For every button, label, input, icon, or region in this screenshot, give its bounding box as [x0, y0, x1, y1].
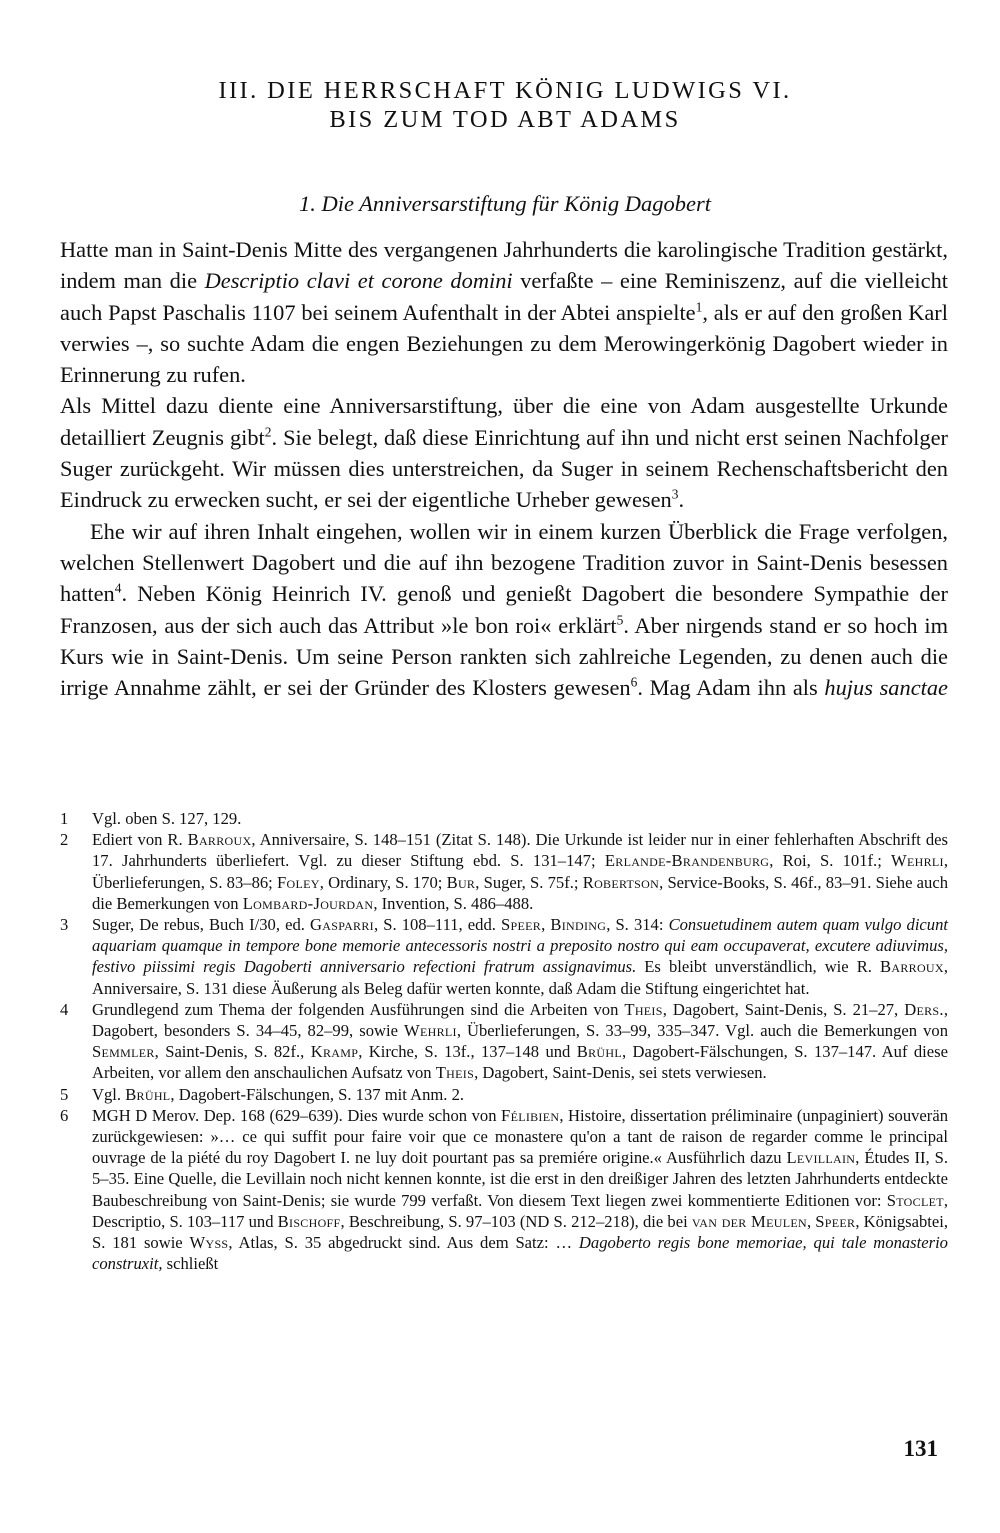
- footnote-text: Ediert von R. Barroux, Anniversaire, S. 148–151 (Zitat S. 148). Die Urkunde ist leider nur in einer fehlerhaften Abschrift des 17. Jahrhunderts überliefert. Vgl. zu dieser Stiftung ebd. S. 131–147; Erlande-Brandenburg, Roi, S. 101f.; Wehrli, Überlieferungen, S. 83–86; Foley, Ordinary, S. 170; Bur, Suger, S. 75f.; Robertson, Service-Books, S. 46f., 83–91. Siehe auch die Bemerkungen von Lombard-Jourdan, Invention, S. 486–488.: [92, 830, 948, 913]
- author-name: Gasparri: [310, 915, 374, 935]
- author-name: Robertson: [582, 872, 660, 892]
- author-name: Wehrli: [891, 851, 944, 871]
- author-name: Erlande-Brandenburg: [604, 851, 770, 871]
- footnote-text: MGH D Merov. Dep. 168 (629–639). Dies wurde schon von Félibien, Histoire, dissertation préliminaire (unpaginiert) souverän zurückgewiesen: »… ce qui suffit pour faire voir que ce monastere qu'on a tant de raison de regarder comme le principal ouvrage de la piété du roy Dagobert I. ne luy doit pourtant pas sa premiére origine.« Ausführlich dazu Levillain, Études II, S. 5–35. Eine Quelle, die Levillain noch nicht kennen konnte, ist die erst in den dreißiger Jahren des letzten Jahrhunderts entdeckte Baubeschreibung von Saint-Denis; sie wurde 799 verfaßt. Von diesem Text liegen zwei kommentierte Editionen vor: Stoclet, Descriptio, S. 103–117 und Bischoff, Beschreibung, S. 97–103 (ND S. 212–218), die bei van der Meulen, Speer, Königsabtei, S. 181 sowie Wyss, Atlas, S. 35 abgedruckt sind. Aus dem Satz: … Dagoberto regis bone memoriae, qui tale monasterio construxit, schließt: [92, 1105, 949, 1274]
- footnote-ref: 1: [695, 299, 703, 315]
- latin-quotation: Dagoberto regis bone memoriae, qui tale monasterio construxit,: [92, 1233, 948, 1274]
- author-name: Barroux: [187, 830, 252, 850]
- text-run: . Sie belegt, daß diese Einrichtung auf ihn und nicht erst seinen Nachfolger Suger zurückgeht. Wir müssen dies unterstreichen, da Suger in seinem Rechenschaftsbericht den Eindruck zu erwecken sucht, er sei der eigentliche Urheber gewesen: [60, 424, 948, 513]
- footnote-ref: 4: [114, 580, 122, 596]
- footnote-number: 5: [60, 1084, 69, 1104]
- paragraph: [60, 234, 948, 390]
- text-run: . Mag Adam ihn als: [637, 675, 825, 701]
- text-run: , als er auf den großen Karl verwies –, so suchte Adam die engen Beziehungen zu dem Merowingerkönig Dagobert wieder in Erinnerung zu rufen.: [60, 299, 948, 388]
- footnote: [60, 1084, 948, 1105]
- text-run: Ehe wir auf ihren Inhalt eingehen, wollen wir in einem kurzen Überblick die Frage verfolgen, welchen Stellenwert Dagobert und die auf ihn bezogene Tradition zuvor in Saint-Denis besessen hatten: [60, 518, 948, 607]
- main-text: [60, 234, 948, 703]
- text-run: Hatte man in Saint-Denis Mitte des vergangenen Jahrhunderts die karolingische Tradition gestärkt, indem man die: [60, 237, 948, 294]
- footnote-number: 2: [60, 830, 69, 850]
- footnotes: [60, 808, 948, 1274]
- author-name: Levillain: [786, 1148, 856, 1168]
- footnote-number: 3: [60, 915, 69, 935]
- author-name: van der Meulen: [691, 1211, 807, 1231]
- author-name: Semmler: [92, 1042, 155, 1062]
- footnote-ref: 2: [264, 424, 272, 440]
- footnote-text: Vgl. oben S. 127, 129.: [92, 809, 242, 828]
- author-name: Theis: [624, 999, 663, 1019]
- author-name: Stoclet: [886, 1190, 944, 1210]
- footnote-ref: 5: [616, 612, 624, 628]
- page-number: 131: [903, 1436, 938, 1461]
- footnote: [60, 914, 948, 999]
- footnote-text: Grundlegend zum Thema der folgenden Ausführungen sind die Arbeiten von Theis, Dagobert, Saint-Denis, S. 21–27, Ders., Dagobert, besonders S. 34–45, 82–99, sowie Wehrli, Überlieferungen, S. 33–99, 335–347. Vgl. auch die Bemerkungen von Semmler, Saint-Denis, S. 82f., Kramp, Kirche, S. 13f., 137–148 und Brühl, Dagobert-Fälschungen, S. 137–147. Auf diese Arbeiten, vor allem den anschaulichen Aufsatz von Theis, Dagobert, Saint-Denis, sei stets verwiesen.: [92, 999, 948, 1083]
- author-name: Lombard-Jourdan: [242, 893, 374, 913]
- text-run: verfaßte – eine Reminiszenz, auf die vielleicht auch Papst Paschalis 1107 bei seinem Aufenthalt in der Abtei anspielte: [60, 268, 948, 325]
- footnote-number: 1: [60, 809, 69, 828]
- footnote: [60, 1105, 948, 1275]
- text-run: . Neben König Heinrich IV. genoß und genießt Dagobert die besondere Sympathie der Franzosen, aus der sich auch das Attribut »le bon roi« erklärt: [60, 581, 948, 638]
- text-run: Als Mittel dazu diente eine Anniversarstiftung, über die eine von Adam ausgestellte Urkunde detailliert Zeugnis gibt: [60, 393, 948, 450]
- author-name: Binding: [550, 915, 607, 935]
- author-name: Foley: [277, 872, 320, 892]
- italic-title: Descriptio clavi et corone domini: [204, 268, 513, 294]
- chapter-title-line-1: III. DIE HERRSCHAFT KÖNIG LUDWIGS VI.: [218, 77, 792, 104]
- author-name: Wehrli: [404, 1021, 457, 1041]
- author-name: Bischoff: [277, 1211, 341, 1231]
- author-name: Brühl: [125, 1084, 171, 1104]
- footnote: [60, 829, 948, 914]
- author-name: Félibien: [501, 1105, 560, 1125]
- italic-phrase: hujus sanctae: [824, 675, 948, 701]
- footnote-text: Suger, De rebus, Buch I/30, ed. Gasparri, S. 108–111, edd. Speer, Binding, S. 314: Consuetudinem autem quam vulgo dicunt aquariam quamque in tempore bone memorie antecessoris nostri a preposito nostro qui eam occupaverat, excutere adiuvimus, festivo piissimi regis Dagoberti anniversario refectioni fratrum assignavimus. Es bleibt unverständlich, wie R. Barroux, Anniversaire, S. 131 diese Äußerung als Beleg dafür werten konnte, daß Adam die Stiftung eingerichtet hat.: [92, 915, 948, 998]
- text-run: . Aber nirgends stand er so hoch im Kurs wie in Saint-Denis. Um seine Person rankten sich zahlreiche Legenden, zu denen auch die irrige Annahme zählt, er sei der Gründer des Klosters gewesen: [60, 612, 948, 701]
- author-name: Barroux: [880, 957, 944, 977]
- footnote: [60, 999, 948, 1084]
- footnote-text: Vgl. Brühl, Dagobert-Fälschungen, S. 137 mit Anm. 2.: [92, 1084, 465, 1104]
- author-name: Ders.: [904, 999, 944, 1019]
- author-name: Speer: [501, 915, 542, 935]
- paragraph: [60, 390, 948, 515]
- author-name: Speer: [815, 1211, 856, 1231]
- author-name: Theis: [435, 1063, 475, 1083]
- footnote-ref: 6: [630, 674, 638, 690]
- author-name: Bur: [446, 872, 476, 892]
- author-name: Kramp: [310, 1042, 359, 1062]
- author-name: Brühl: [576, 1042, 622, 1062]
- footnote-ref: 3: [671, 486, 679, 502]
- footnote: [60, 808, 948, 829]
- section-heading: 1. Die Anniversarstiftung für König Dagobert: [298, 191, 712, 216]
- text-run: .: [678, 487, 685, 513]
- paragraph: [60, 516, 948, 704]
- chapter-title-line-2: BIS ZUM TOD ABT ADAMS: [329, 106, 681, 133]
- chapter-title: [60, 76, 950, 134]
- latin-quotation: Consuetudinem autem quam vulgo dicunt aquariam quamque in tempore bone memorie antecessoris nostri a preposito nostro qui eam occupaverat, excutere adiuvimus, festivo piissimi regis Dagoberti anniversario refectioni fratrum assignavimus.: [92, 915, 948, 977]
- author-name: Wyss: [189, 1233, 229, 1253]
- footnote-number: 4: [60, 999, 69, 1019]
- footnote-number: 6: [60, 1105, 69, 1125]
